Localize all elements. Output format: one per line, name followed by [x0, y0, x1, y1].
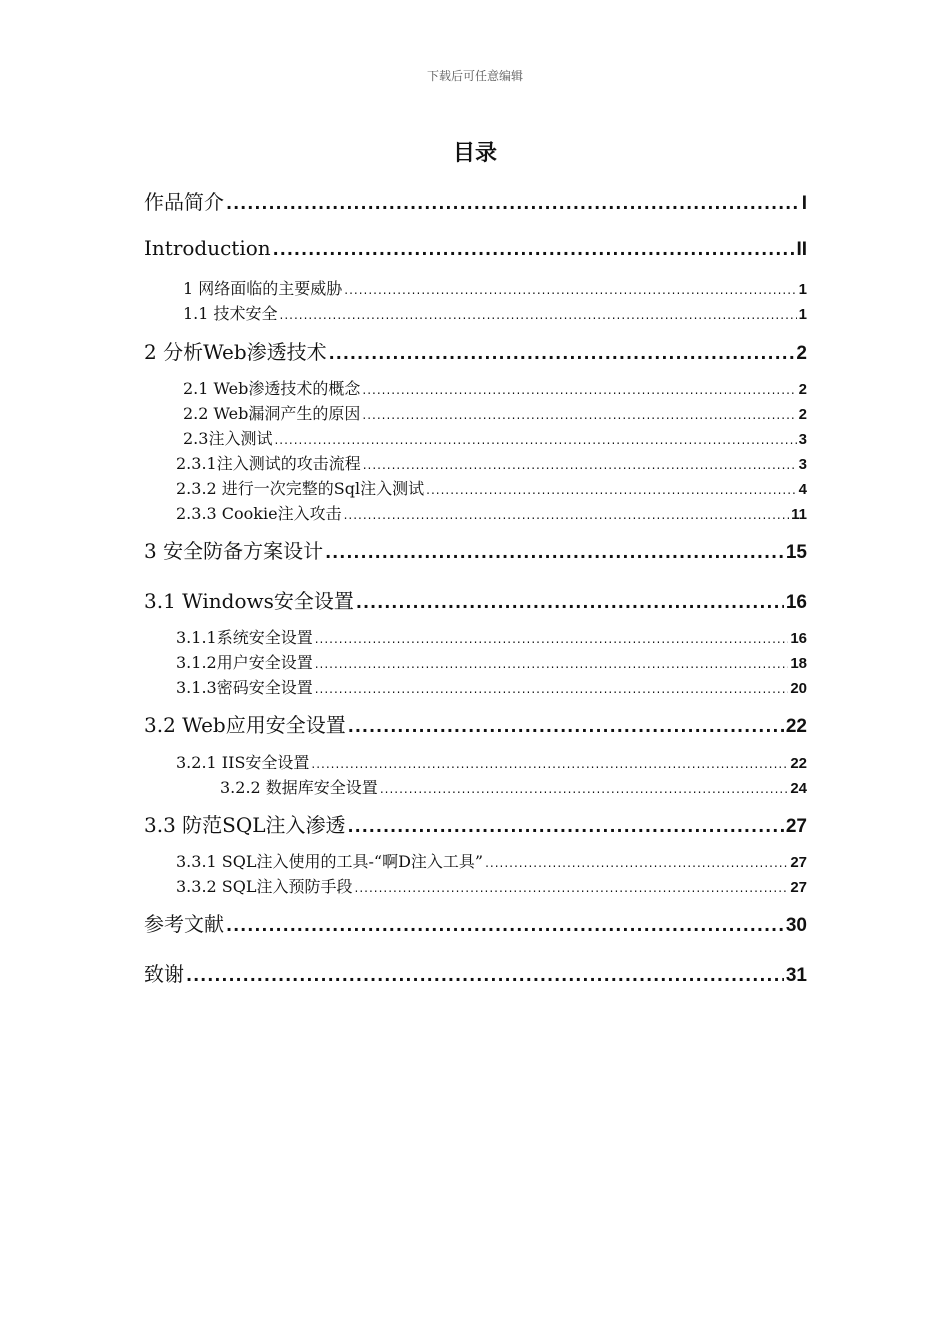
toc-entry-label: 2.3.3 Cookie注入攻击: [176, 504, 342, 523]
toc-entry[interactable]: [144, 908, 807, 937]
toc-entry-label: 3.1.3密码安全设置: [176, 678, 313, 697]
toc-entry-page: 16: [785, 592, 807, 613]
toc-leader: [426, 483, 797, 497]
toc-entry[interactable]: [176, 501, 807, 524]
toc-entry-label: 3 安全防备方案设计: [144, 539, 324, 563]
toc-entry-label: 3.3.1 SQL注入使用的工具-“啊D注入工具”: [176, 852, 484, 871]
toc-entry[interactable]: [183, 301, 807, 324]
toc-entry[interactable]: [176, 451, 807, 474]
toc-leader: [485, 856, 788, 870]
toc-entry[interactable]: [144, 585, 807, 614]
toc-entry[interactable]: [176, 476, 807, 499]
toc-entry-page: 27: [785, 816, 807, 837]
toc-entry[interactable]: [220, 775, 807, 798]
toc-leader: [226, 194, 800, 213]
toc-leader: [315, 657, 789, 671]
toc-leader: [280, 308, 797, 322]
toc-entry[interactable]: [144, 958, 807, 987]
toc-leader: [273, 240, 795, 259]
toc-leader: [325, 543, 784, 562]
toc-entry[interactable]: [176, 650, 807, 673]
toc-entry-label: 2.3.2 进行一次完整的Sql注入测试: [176, 479, 425, 498]
toc-leader: [311, 757, 788, 771]
toc-entry-label: 2.2 Web漏洞产生的原因: [183, 404, 361, 423]
toc-entry-page: 16: [790, 630, 807, 647]
toc-entry-label: 3.1.1系统安全设置: [176, 628, 313, 647]
toc-entry-label: 3.1.2用户安全设置: [176, 653, 313, 672]
toc-entry[interactable]: [183, 426, 807, 449]
toc-leader: [344, 508, 790, 522]
toc-entry-label: 2.3.1注入测试的攻击流程: [176, 454, 361, 473]
toc-entry-page: 3: [798, 431, 807, 448]
toc-leader: [355, 881, 789, 895]
toc-entry-label: 3.3.2 SQL注入预防手段: [176, 877, 353, 896]
toc-entry[interactable]: [144, 186, 807, 215]
toc-leader: [356, 593, 784, 612]
toc-entry[interactable]: [176, 625, 807, 648]
toc-entry-page: 24: [790, 780, 807, 797]
toc-leader: [186, 966, 784, 985]
toc-entry-label: 1.1 技术安全: [183, 304, 278, 323]
toc-entry-page: 27: [790, 879, 807, 896]
toc-entry-page: 3: [798, 456, 807, 473]
toc-entry-label: 致谢: [144, 962, 184, 986]
toc-entry-label: Introduction: [144, 236, 271, 260]
toc-entry-page: 18: [790, 655, 807, 672]
toc-entry[interactable]: [176, 849, 807, 872]
toc-title: 目录: [452, 141, 497, 166]
toc-entry-page: 30: [785, 915, 807, 936]
toc-leader: [344, 283, 796, 297]
toc-entry[interactable]: [183, 401, 807, 424]
toc-entry-label: 3.3 防范SQL注入渗透: [144, 813, 346, 837]
toc-entry-page: 2: [796, 343, 807, 364]
toc-leader: [362, 408, 796, 422]
toc-entry-page: 27: [790, 854, 807, 871]
toc-entry-page: I: [801, 193, 807, 214]
toc-entry-page: 1: [798, 281, 807, 298]
toc-entry[interactable]: [176, 675, 807, 698]
toc-entry-label: 2 分析Web渗透技术: [144, 340, 327, 364]
toc-entry[interactable]: [144, 809, 807, 838]
page-header: 下载后可任意编辑: [426, 69, 523, 83]
toc-entry-page: 2: [798, 381, 807, 398]
toc-leader: [274, 433, 796, 447]
toc-entry-page: 2: [798, 406, 807, 423]
toc-leader: [315, 682, 789, 696]
toc-entry-page: II: [796, 239, 807, 260]
toc-entry-page: 4: [798, 481, 807, 498]
toc-leader: [362, 383, 796, 397]
toc-entry-label: 2.3注入测试: [183, 429, 273, 448]
toc-leader: [380, 782, 789, 796]
toc-entry-label: 作品简介: [144, 190, 224, 214]
toc-entry-page: 1: [798, 306, 807, 323]
toc-leader: [315, 632, 789, 646]
toc-entry-page: 15: [785, 542, 807, 563]
toc-entry-page: 22: [785, 716, 807, 737]
toc-leader: [329, 344, 795, 363]
toc-entry-label: 3.2.2 数据库安全设置: [220, 778, 378, 797]
toc-entry-label: 参考文献: [144, 912, 224, 936]
toc-entry[interactable]: [176, 874, 807, 897]
toc-entry-label: 2.1 Web渗透技术的概念: [183, 379, 361, 398]
toc-entry-page: 31: [785, 965, 807, 986]
toc-entry[interactable]: [144, 535, 807, 564]
toc-leader: [348, 817, 784, 836]
toc-leader: [348, 717, 784, 736]
toc-entry[interactable]: [144, 709, 807, 738]
toc-entry-label: 3.2.1 IIS安全设置: [176, 753, 310, 772]
toc-entry-page: 11: [791, 506, 807, 523]
toc-entry-page: 22: [790, 755, 807, 772]
toc-leader: [363, 458, 797, 472]
toc-entry-label: 1 网络面临的主要威胁: [183, 279, 343, 298]
toc-leader: [226, 916, 784, 935]
toc-entry-page: 20: [790, 680, 807, 697]
toc-entry[interactable]: [183, 376, 807, 399]
toc-entry[interactable]: [183, 276, 807, 299]
toc-entry-label: 3.1 Windows安全设置: [144, 589, 354, 613]
toc-entry[interactable]: [176, 750, 807, 773]
toc-entry-label: 3.2 Web应用安全设置: [144, 713, 346, 737]
toc-entry[interactable]: [144, 336, 807, 365]
toc-entry[interactable]: [144, 236, 807, 261]
